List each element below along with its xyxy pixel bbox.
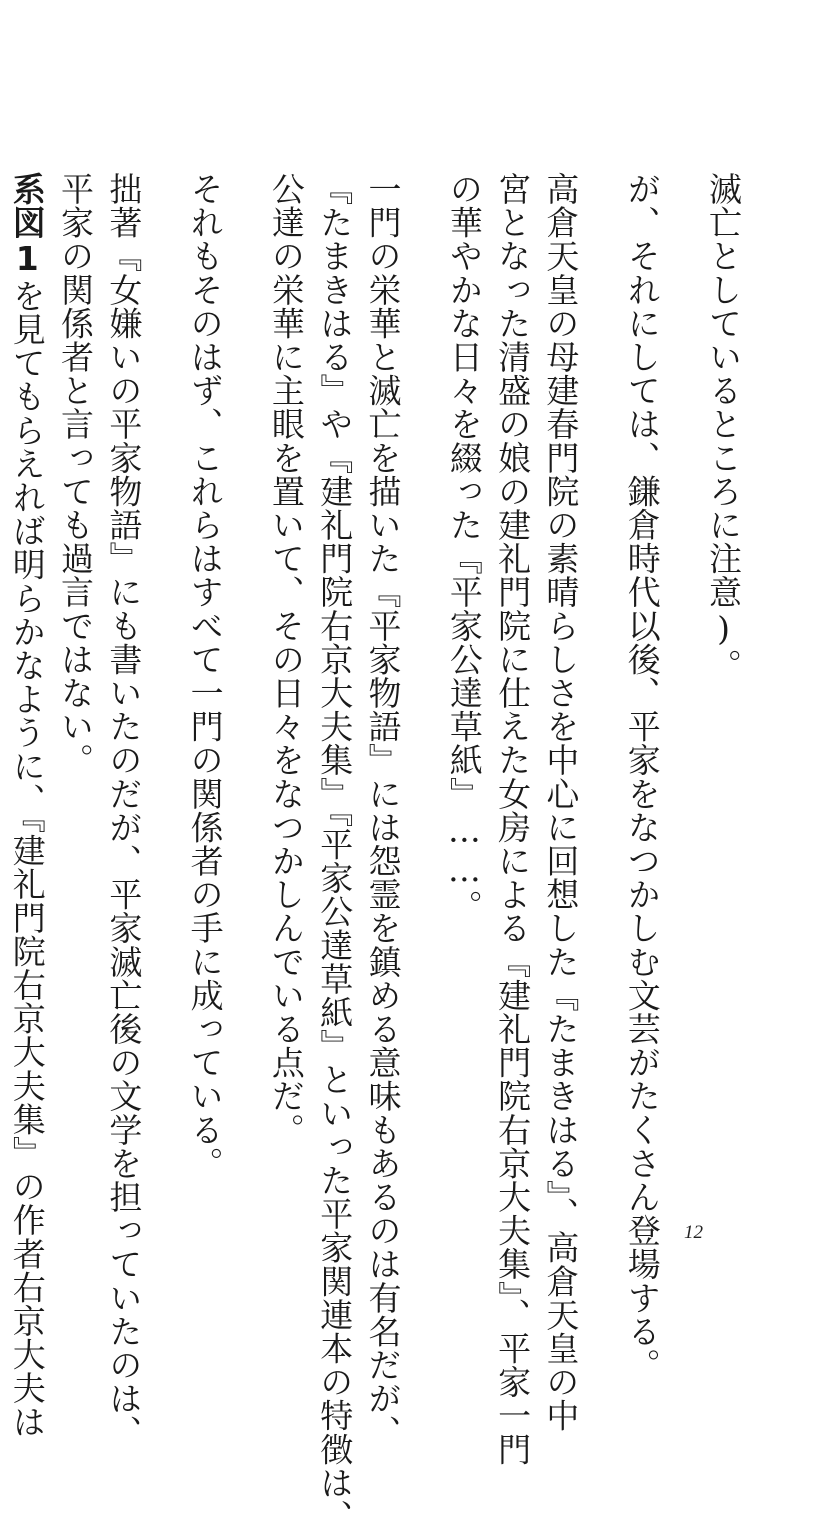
text-line: 一門の栄華と滅亡を描いた『平家物語』には怨霊を鎮める意味もあるのは有名だが、 — [363, 172, 403, 1449]
text-line: 『たまきはる』や『建礼門院右京大夫集』『平家公達草紙』といった平家関連本の特徴は、 — [315, 172, 355, 1533]
text-line: 平家の関係者と言っても過言ではない。 — [56, 172, 96, 777]
text-line: の華やかな日々を綴った『平家公達草紙』……。 — [444, 172, 484, 924]
text-line: 拙著『女嫌いの平家物語』にも書いたのだが、平家滅亡後の文学を担っていたのは、 — [104, 172, 144, 1449]
text-line — [2, 172, 50, 1439]
figure-reference: 系図1 — [7, 172, 47, 279]
text-line: 公達の栄華に主眼を置いて、その日々をなつかしんでいる点だ。 — [266, 172, 306, 1147]
page-number: 12 — [684, 1222, 703, 1243]
text-line: それもそのはず、これらはすべて一門の関係者の手に成っている。 — [185, 172, 225, 1180]
text-line: 宮となった清盛の娘の建礼門院に仕えた女房による『建礼門院右京大夫集』、平家一門 — [493, 172, 533, 1466]
text-line-rest: を見てもらえれば明らかなように、『建礼門院右京大夫集』の作者右京大夫は — [7, 278, 47, 1439]
text-line: 滅亡としているところに注意)。 — [704, 172, 743, 682]
text-line: 高倉天皇の母建春門院の素晴らしさを中心に回想した『たまきはる』、高倉天皇の中 — [541, 172, 581, 1433]
text-line: が、それにしては、鎌倉時代以後、平家をなつかしむ文芸がたくさん登場する。 — [622, 172, 662, 1382]
